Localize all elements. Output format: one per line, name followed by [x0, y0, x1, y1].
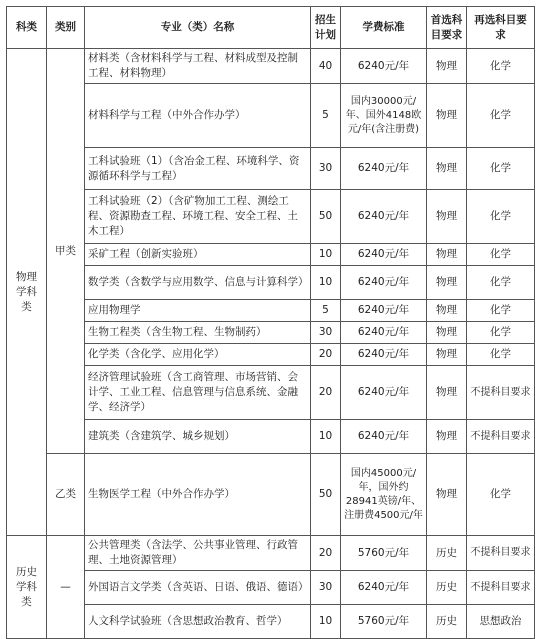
fee-cell: 6240元/年 — [341, 244, 427, 266]
quota-cell: 40 — [311, 49, 341, 84]
table-row — [7, 366, 535, 420]
major-cell: 采矿工程（创新实验班） — [85, 244, 311, 266]
quota-cell: 10 — [311, 266, 341, 300]
table-row — [7, 420, 535, 454]
quota-cell: 5 — [311, 300, 341, 322]
major-cell: 工科试验班（2）（含矿物加工工程、测绘工程、资源勘查工程、环境工程、安全工程、土木工程） — [85, 190, 311, 244]
table-row — [7, 344, 535, 366]
group-physics-label: 物理学科类 — [16, 270, 37, 313]
quota-cell: 20 — [311, 366, 341, 420]
quota-cell: 20 — [311, 344, 341, 366]
fee-cell: 6240元/年 — [341, 148, 427, 190]
first-cell: 物理 — [427, 84, 467, 148]
fee-cell: 6240元/年 — [341, 49, 427, 84]
header-quota: 招生计划 — [311, 7, 341, 49]
quota-cell: 10 — [311, 605, 341, 639]
second-cell: 化学 — [467, 454, 535, 536]
header-second: 再选科目要求 — [467, 7, 535, 49]
second-cell: 化学 — [467, 190, 535, 244]
table-row — [7, 266, 535, 300]
first-cell: 物理 — [427, 266, 467, 300]
major-cell: 生物工程类（含生物工程、生物制药） — [85, 322, 311, 344]
quota-cell: 30 — [311, 571, 341, 605]
fee-cell: 5760元/年 — [341, 536, 427, 571]
second-cell: 不提科目要求 — [467, 366, 535, 420]
table-row — [7, 148, 535, 190]
table-row — [7, 536, 535, 571]
quota-cell: 50 — [311, 454, 341, 536]
first-cell: 历史 — [427, 571, 467, 605]
header-first: 首选科目要求 — [427, 7, 467, 49]
header-subject: 科类 — [7, 7, 47, 49]
fee-cell: 6240元/年 — [341, 266, 427, 300]
group-yi: 乙类 — [47, 454, 85, 536]
fee-cell: 6240元/年 — [341, 366, 427, 420]
table-row — [7, 571, 535, 605]
fee-cell: 6240元/年 — [341, 571, 427, 605]
second-cell: 化学 — [467, 49, 535, 84]
group-jia: 甲类 — [47, 49, 85, 454]
second-cell: 化学 — [467, 148, 535, 190]
major-cell: 化学类（含化学、应用化学） — [85, 344, 311, 366]
fee-cell: 6240元/年 — [341, 300, 427, 322]
table-row — [7, 84, 535, 148]
major-cell: 工科试验班（1）（含冶金工程、环境科学、资源循环科学与工程） — [85, 148, 311, 190]
major-cell: 材料类（含材料科学与工程、材料成型及控制工程、材料物理） — [85, 49, 311, 84]
table-row — [7, 322, 535, 344]
table-row — [7, 454, 535, 536]
first-cell: 历史 — [427, 605, 467, 639]
first-cell: 物理 — [427, 454, 467, 536]
second-cell: 不提科目要求 — [467, 571, 535, 605]
quota-cell: 10 — [311, 244, 341, 266]
major-cell: 应用物理学 — [85, 300, 311, 322]
fee-cell: 6240元/年 — [341, 322, 427, 344]
quota-cell: 10 — [311, 420, 341, 454]
admission-table-container — [6, 6, 534, 639]
first-cell: 物理 — [427, 148, 467, 190]
fee-cell: 国内45000元/年，国外约28941英镑/年、注册费4500元/年 — [341, 454, 427, 536]
quota-cell: 20 — [311, 536, 341, 571]
header-major: 专业（类）名称 — [85, 7, 311, 49]
major-cell: 材料科学与工程（中外合作办学） — [85, 84, 311, 148]
second-cell: 思想政治 — [467, 605, 535, 639]
group-history-label: 历史学科类 — [16, 565, 37, 608]
first-cell: 历史 — [427, 536, 467, 571]
second-cell: 化学 — [467, 244, 535, 266]
first-cell: 物理 — [427, 366, 467, 420]
first-cell: 物理 — [427, 420, 467, 454]
quota-cell: 30 — [311, 148, 341, 190]
second-cell: 不提科目要求 — [467, 420, 535, 454]
quota-cell: 5 — [311, 84, 341, 148]
major-cell: 生物医学工程（中外合作办学） — [85, 454, 311, 536]
fee-cell: 5760元/年 — [341, 605, 427, 639]
table-row — [7, 244, 535, 266]
table-row — [7, 49, 535, 84]
group-history — [7, 536, 47, 639]
second-cell: 化学 — [467, 266, 535, 300]
table-row — [7, 300, 535, 322]
major-cell: 公共管理类（含法学、公共事业管理、行政管理、土地资源管理） — [85, 536, 311, 571]
fee-cell: 6240元/年 — [341, 344, 427, 366]
second-cell: 化学 — [467, 344, 535, 366]
fee-cell: 6240元/年 — [341, 190, 427, 244]
group-dash: — — [47, 536, 85, 639]
first-cell: 物理 — [427, 344, 467, 366]
table-row — [7, 605, 535, 639]
quota-cell: 30 — [311, 322, 341, 344]
second-cell: 化学 — [467, 300, 535, 322]
second-cell: 不提科目要求 — [467, 536, 535, 571]
header-category: 类别 — [47, 7, 85, 49]
major-cell: 建筑类（含建筑学、城乡规划） — [85, 420, 311, 454]
major-cell: 人文科学试验班（含思想政治教育、哲学） — [85, 605, 311, 639]
quota-cell: 50 — [311, 190, 341, 244]
first-cell: 物理 — [427, 322, 467, 344]
major-cell: 外国语言文学类（含英语、日语、俄语、德语） — [85, 571, 311, 605]
fee-cell: 国内30000元/年、国外4148欧元/年(含注册费) — [341, 84, 427, 148]
fee-cell: 6240元/年 — [341, 420, 427, 454]
first-cell: 物理 — [427, 244, 467, 266]
major-cell: 数学类（含数学与应用数学、信息与计算科学） — [85, 266, 311, 300]
major-cell: 经济管理试验班（含工商管理、市场营销、会计学、工业工程、信息管理与信息系统、金融学、经济学） — [85, 366, 311, 420]
first-cell: 物理 — [427, 49, 467, 84]
first-cell: 物理 — [427, 190, 467, 244]
table-row — [7, 190, 535, 244]
header-row — [7, 7, 535, 49]
header-fee: 学费标准 — [341, 7, 427, 49]
second-cell: 化学 — [467, 84, 535, 148]
admission-plan-table — [6, 6, 535, 639]
group-physics — [7, 49, 47, 536]
second-cell: 化学 — [467, 322, 535, 344]
first-cell: 物理 — [427, 300, 467, 322]
